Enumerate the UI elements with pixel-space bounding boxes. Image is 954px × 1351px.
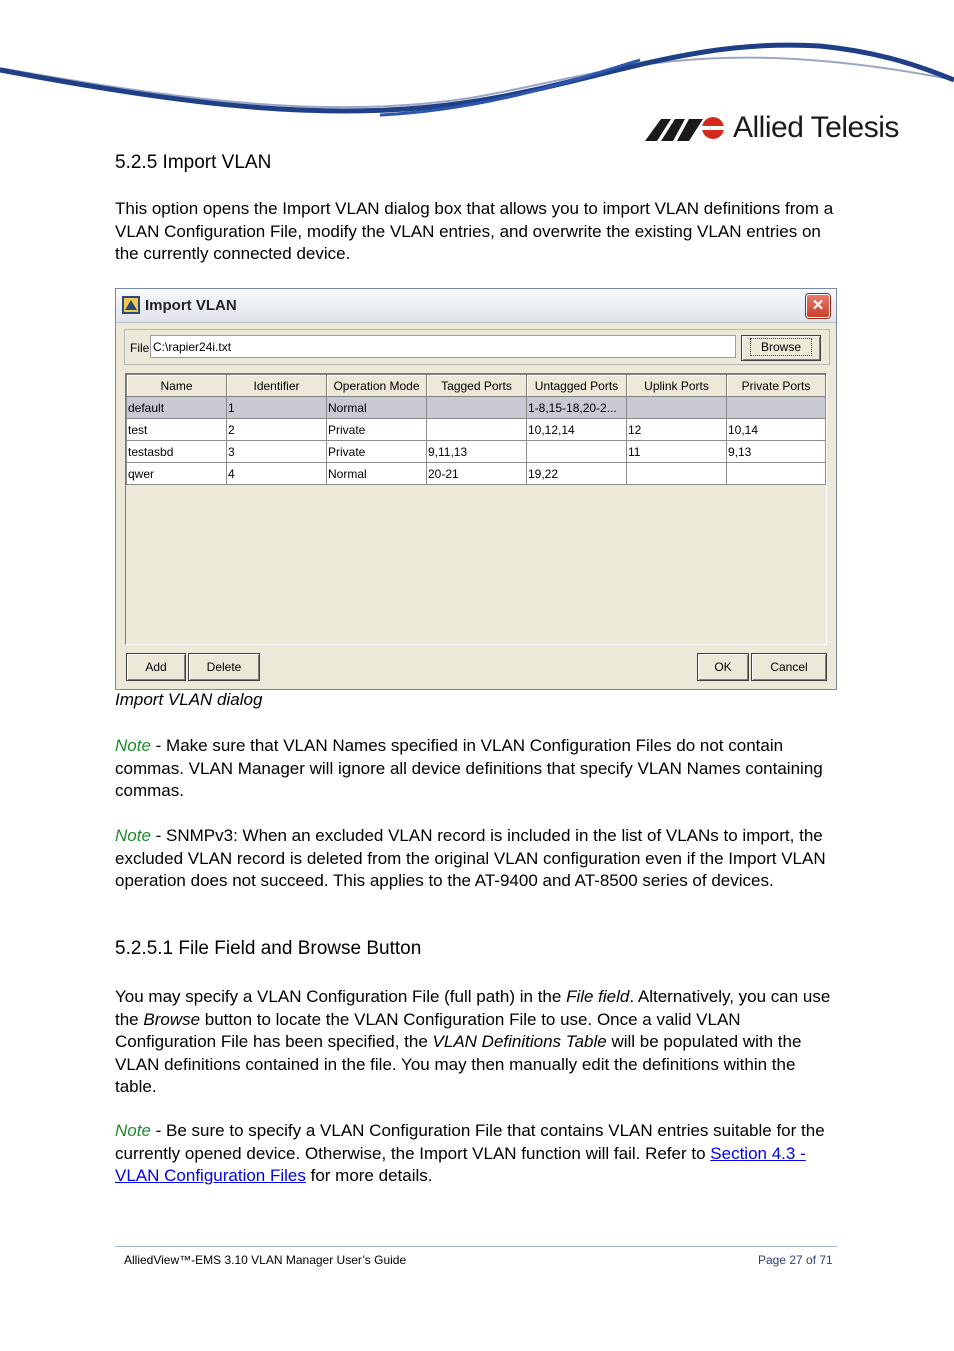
vlan-definitions-table [125,373,827,645]
table-cell[interactable]: 1 [227,397,327,419]
text-run: will be populated with the VLAN definitions contained in the file. You may then manually edit the definitions within the table. [115,1032,802,1096]
note-text: for more details. [305,1166,433,1185]
section-link[interactable]: Section 4.3 - VLAN Configuration Files [115,1143,806,1185]
intro-paragraph: This option opens the Import VLAN dialog box that allows you to import VLAN definitions from a VLAN Configuration File, modify the VLAN entries, and overwrite the existing VLAN entries on the currently connected device. [115,199,834,263]
table-header-row [127,375,826,397]
table-cell[interactable] [427,419,527,441]
table-cell[interactable]: 4 [227,463,327,485]
dialog-title: Import VLAN [145,297,237,314]
table-cell[interactable]: qwer [127,463,227,485]
column-header-uplink-ports[interactable]: Uplink Ports [627,375,727,397]
note-paragraph-1 [115,735,839,803]
allied-telesis-logo-mark-icon [645,113,727,143]
table-cell[interactable]: 19,22 [527,463,627,485]
note-label: Note [115,736,151,755]
table-cell[interactable]: testasbd [127,441,227,463]
text-run-italic: VLAN Definitions Table [432,1032,607,1051]
table-cell[interactable] [627,397,727,419]
import-vlan-dialog [115,288,837,690]
table-cell[interactable]: Private [327,419,427,441]
table-cell[interactable]: test [127,419,227,441]
file-panel [124,329,830,365]
table-cell[interactable]: 3 [227,441,327,463]
table-cell[interactable]: 9,13 [727,441,826,463]
table-cell[interactable] [627,463,727,485]
close-icon[interactable]: ✕ [806,294,830,318]
table-row[interactable] [127,419,826,441]
section-heading: 5.2.5 Import VLAN [115,152,272,173]
table-cell[interactable]: 1-8,15-18,20-2... [527,397,627,419]
browse-button-label: Browse [750,338,812,356]
table-cell[interactable]: 10,14 [727,419,826,441]
note-paragraph-3 [115,1120,839,1188]
browse-button[interactable] [741,335,821,361]
text-run: button to locate the VLAN Configuration File to use. Once a valid VLAN Configuration File has been specified, the [115,1009,741,1051]
column-header-untagged-ports[interactable]: Untagged Ports [527,375,627,397]
note-paragraph-2 [115,825,839,893]
column-header-identifier[interactable]: Identifier [227,375,327,397]
dialog-titlebar[interactable] [116,289,836,323]
ok-button[interactable]: OK [697,653,749,681]
table-row[interactable] [127,463,826,485]
table-cell[interactable] [427,397,527,419]
column-header-name[interactable]: Name [127,375,227,397]
table-row[interactable] [127,397,826,419]
logo-text: Allied Telesis [733,111,899,144]
note-text: - SNMPv3: When an excluded VLAN record is included in the list of VLANs to import, the excluded VLAN record is deleted from the original VLAN configuration even if the Import VLAN operation does not succeed. This applies to the AT-9400 and AT-8500 series of devices. [115,826,826,890]
subsection-paragraph [115,986,839,1099]
note-text: - Make sure that VLAN Names specified in VLAN Configuration Files do not contain commas. VLAN Manager will ignore all device definitions that specify VLAN Names containing commas. [115,736,823,800]
table-cell[interactable]: 9,11,13 [427,441,527,463]
cancel-button[interactable]: Cancel [751,653,827,681]
column-header-tagged-ports[interactable]: Tagged Ports [427,375,527,397]
table-cell[interactable]: 10,12,14 [527,419,627,441]
footer-divider [115,1246,837,1247]
table-row[interactable] [127,441,826,463]
table-cell[interactable] [727,463,826,485]
table-cell[interactable]: 2 [227,419,327,441]
footer-page-number: Page 27 of 71 [758,1253,833,1267]
table-cell[interactable]: Normal [327,463,427,485]
table-cell[interactable]: 11 [627,441,727,463]
text-run-italic: File field [566,987,630,1006]
text-run: You may specify a VLAN Configuration File (full path) in the [115,987,567,1006]
file-path-input[interactable]: C:\rapier24i.txt [150,335,736,358]
note-text: - Be sure to specify a VLAN Configuration File that contains VLAN entries suitable for the currently opened device. Otherwise, the Import VLAN function will fail. Refer to [115,1121,825,1163]
subsection-heading: 5.2.5.1 File Field and Browse Button [115,938,422,959]
allied-telesis-logo [645,110,899,146]
table-cell[interactable]: Normal [327,397,427,419]
table-cell[interactable] [727,397,826,419]
table-cell[interactable] [527,441,627,463]
table-cell[interactable]: 20-21 [427,463,527,485]
note-label: Note [115,826,151,845]
text-run-italic: Browse [143,1009,201,1029]
table-cell[interactable]: Private [327,441,427,463]
note-label: Note [115,1121,151,1140]
column-header-operation-mode[interactable]: Operation Mode [327,375,427,397]
text-run: . Alternatively, you can use the [115,987,831,1029]
column-header-private-ports[interactable]: Private Ports [727,375,826,397]
add-button[interactable]: Add [126,653,186,681]
delete-button[interactable]: Delete [188,653,260,681]
figure-caption: Import VLAN dialog [115,690,263,709]
file-label: File [130,341,150,355]
dialog-app-icon [122,296,140,314]
table-cell[interactable]: 12 [627,419,727,441]
footer-title: AlliedView™-EMS 3.10 VLAN Manager User’s Guide [124,1253,407,1267]
table-cell[interactable]: default [127,397,227,419]
